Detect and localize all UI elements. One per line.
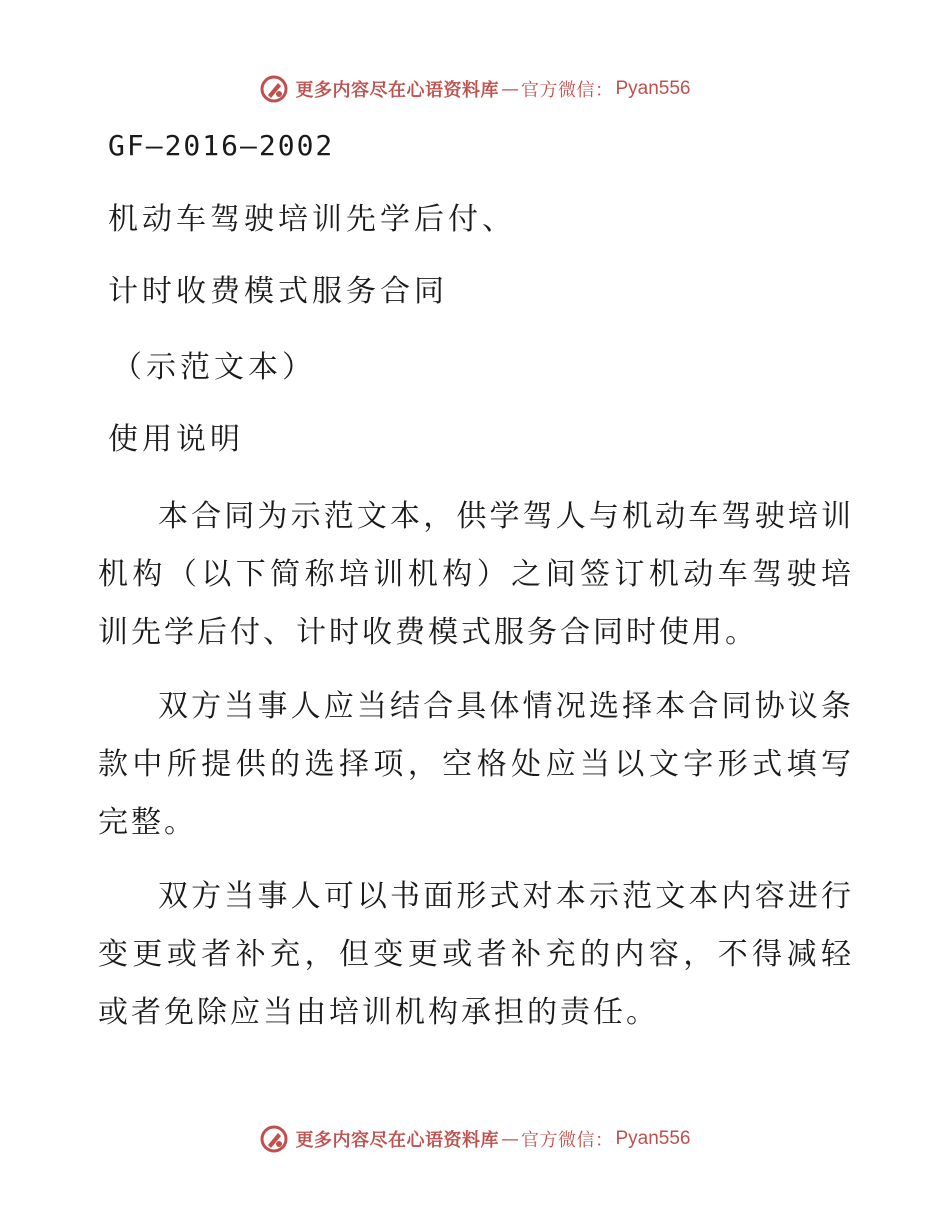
watermark-wechat-label: 官方微信： [520, 80, 614, 101]
section-heading: 使用说明 [108, 422, 244, 457]
pen-logo-icon [259, 74, 289, 104]
document-title-line-2: 计时收费模式服务合同 [108, 274, 448, 309]
watermark-footer [0, 1124, 950, 1154]
watermark-wechat-id: Pyan556 [615, 78, 691, 99]
watermark-dash: — [500, 78, 519, 100]
watermark-wechat-id: Pyan556 [615, 1128, 691, 1149]
watermark-dash: — [500, 1128, 519, 1150]
document-subtitle: （示范文本） [112, 350, 316, 385]
instruction-paragraph-2: 双方当事人应当结合具体情况选择本合同协议条款中所提供的选择项，空格处应当以文字形式填写完整。 [98, 689, 854, 840]
watermark-site-text: 更多内容尽在心语资料库 [295, 1130, 499, 1151]
pen-logo-icon [259, 1124, 289, 1154]
watermark-header [0, 74, 950, 104]
document-title-line-1: 机动车驾驶培训先学后付、 [108, 202, 516, 237]
document-code: GF—2016—2002 [108, 129, 335, 162]
watermark-wechat-label: 官方微信： [520, 1130, 614, 1151]
instruction-paragraph-3: 双方当事人可以书面形式对本示范文本内容进行变更或者补充，但变更或者补充的内容，不得减轻或者免除应当由培训机构承担的责任。 [98, 879, 854, 1030]
instruction-paragraph-1: 本合同为示范文本，供学驾人与机动车驾驶培训机构（以下简称培训机构）之间签订机动车驾驶培训先学后付、计时收费模式服务合同时使用。 [98, 499, 854, 650]
watermark-site-text: 更多内容尽在心语资料库 [295, 80, 499, 101]
